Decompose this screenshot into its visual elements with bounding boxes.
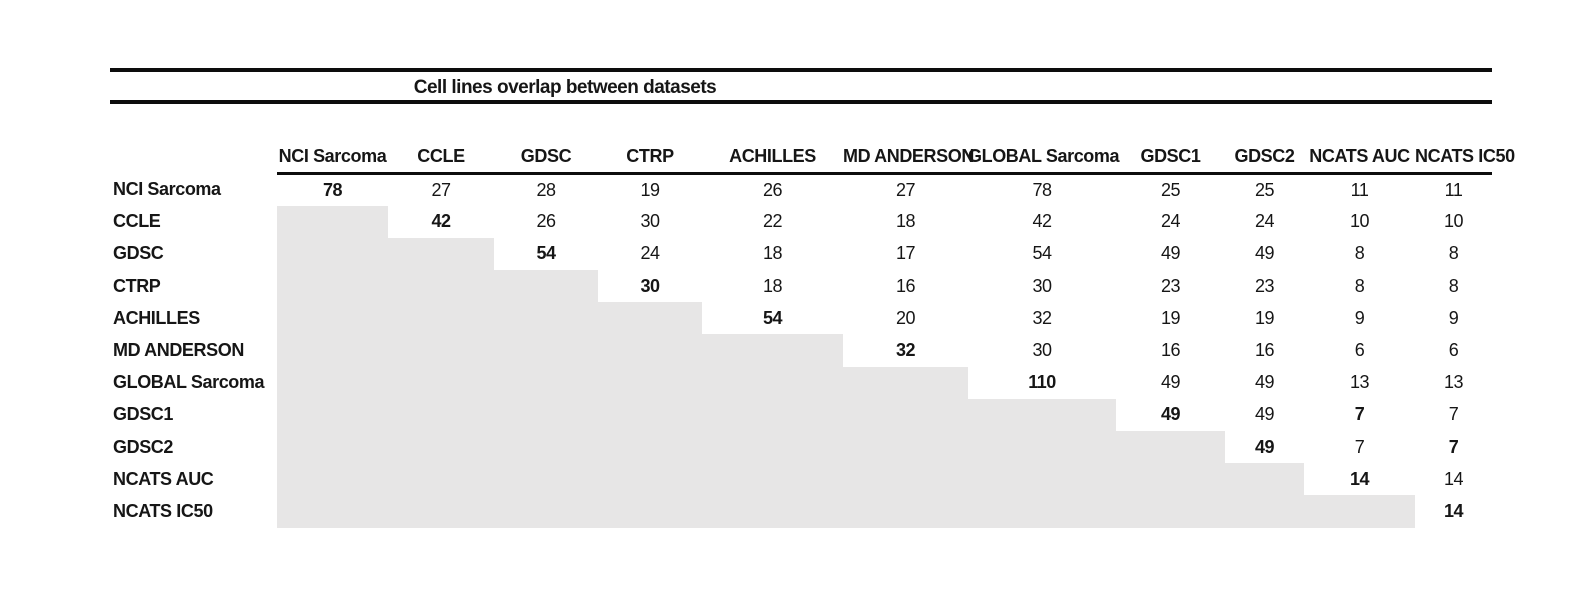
cell-global-sarcoma-gdsc1: 49 (1160, 372, 1181, 393)
shaded-cell-gdsc-nci-sarcoma (277, 238, 388, 270)
table-row-nci-sarcoma (110, 174, 1492, 206)
cell-md-anderson-ncats-ic50: 6 (1448, 340, 1459, 361)
shaded-cell-global-sarcoma-ctrp (598, 367, 702, 399)
cell-achilles-ncats-auc: 9 (1354, 307, 1365, 328)
cell-ccle-md-anderson: 18 (895, 211, 916, 232)
cell-ctrp-achilles: 18 (762, 275, 783, 296)
shaded-cell-ctrp-nci-sarcoma (277, 270, 388, 302)
row-label-ncats-auc: NCATS AUC (113, 468, 214, 489)
shaded-cell-gdsc1-gdsc (494, 399, 598, 431)
cell-ccle-achilles: 22 (762, 211, 783, 232)
shaded-cell-gdsc1-achilles (702, 399, 843, 431)
table-row-gdsc1 (110, 399, 1492, 431)
shaded-cell-ctrp-gdsc (494, 270, 598, 302)
shaded-cell-ncats-auc-ctrp (598, 463, 702, 495)
cell-achilles-gdsc2: 19 (1254, 307, 1275, 328)
cell-ncats-auc-ncats-ic50: 14 (1443, 468, 1464, 489)
shaded-cell-md-anderson-ctrp (598, 334, 702, 366)
table-body (110, 174, 1492, 528)
col-header-gdsc1: GDSC1 (1116, 140, 1225, 174)
shaded-cell-gdsc2-achilles (702, 431, 843, 463)
table-row-achilles (110, 302, 1492, 334)
cell-ccle-gdsc: 26 (536, 211, 556, 232)
cell-nci-sarcoma-ccle: 27 (431, 179, 451, 200)
shaded-cell-md-anderson-achilles (702, 334, 843, 366)
cell-ctrp-gdsc2: 23 (1254, 275, 1275, 296)
table-row-global-sarcoma (110, 367, 1492, 399)
shaded-cell-ncats-ic50-ncats-auc (1304, 495, 1415, 527)
row-label-ccle: CCLE (113, 211, 161, 232)
table-row-ctrp (110, 270, 1492, 302)
cell-gdsc1-gdsc1: 49 (1160, 404, 1181, 425)
shaded-cell-achilles-nci-sarcoma (277, 302, 388, 334)
table-row-ncats-auc (110, 463, 1492, 495)
cell-nci-sarcoma-gdsc2: 25 (1254, 179, 1275, 200)
cell-ccle-global-sarcoma: 42 (1032, 211, 1052, 232)
shaded-cell-gdsc1-nci-sarcoma (277, 399, 388, 431)
cell-gdsc1-ncats-ic50: 7 (1448, 404, 1459, 425)
shaded-cell-ncats-auc-gdsc2 (1225, 463, 1304, 495)
cell-nci-sarcoma-md-anderson: 27 (895, 179, 916, 200)
shaded-cell-ncats-auc-gdsc (494, 463, 598, 495)
column-header-row (110, 140, 1492, 174)
shaded-cell-md-anderson-ccle (388, 334, 494, 366)
cell-achilles-md-anderson: 20 (895, 307, 916, 328)
shaded-cell-ncats-auc-ccle (388, 463, 494, 495)
top-rule (110, 68, 1492, 72)
shaded-cell-gdsc2-md-anderson (843, 431, 968, 463)
row-label-gdsc2: GDSC2 (113, 436, 174, 457)
title-underline-rule (110, 100, 1492, 104)
cell-gdsc1-ncats-auc: 7 (1354, 404, 1365, 425)
shaded-cell-global-sarcoma-md-anderson (843, 367, 968, 399)
cell-achilles-achilles: 54 (762, 307, 783, 328)
shaded-cell-ncats-auc-gdsc1 (1116, 463, 1225, 495)
shaded-cell-ncats-ic50-ctrp (598, 495, 702, 527)
cell-achilles-gdsc1: 19 (1160, 307, 1181, 328)
cell-nci-sarcoma-ncats-ic50: 11 (1444, 179, 1463, 200)
shaded-cell-global-sarcoma-nci-sarcoma (277, 367, 388, 399)
cell-md-anderson-gdsc1: 16 (1160, 340, 1181, 361)
shaded-cell-gdsc2-ccle (388, 431, 494, 463)
shaded-cell-ncats-auc-global-sarcoma (968, 463, 1116, 495)
row-label-ctrp: CTRP (113, 275, 161, 296)
cell-ccle-ncats-auc: 10 (1349, 211, 1370, 232)
shaded-cell-gdsc1-ctrp (598, 399, 702, 431)
cell-gdsc-ncats-auc: 8 (1354, 243, 1365, 264)
cell-ccle-ctrp: 30 (640, 211, 660, 232)
cell-gdsc-gdsc: 54 (536, 243, 556, 264)
row-label-achilles: ACHILLES (113, 307, 200, 328)
shaded-cell-gdsc2-ctrp (598, 431, 702, 463)
shaded-cell-achilles-ccle (388, 302, 494, 334)
cell-gdsc-global-sarcoma: 54 (1032, 243, 1052, 264)
shaded-cell-ncats-ic50-achilles (702, 495, 843, 527)
cell-ccle-ccle: 42 (431, 211, 451, 232)
col-header-nci-sarcoma: NCI Sarcoma (277, 140, 388, 174)
shaded-cell-gdsc2-global-sarcoma (968, 431, 1116, 463)
cell-nci-sarcoma-nci-sarcoma: 78 (322, 179, 343, 200)
shaded-cell-md-anderson-nci-sarcoma (277, 334, 388, 366)
shaded-cell-gdsc2-gdsc1 (1116, 431, 1225, 463)
cell-ctrp-ctrp: 30 (640, 275, 660, 296)
col-header-ncats-ic50: NCATS IC50 (1415, 140, 1492, 174)
shaded-cell-gdsc2-gdsc (494, 431, 598, 463)
col-header-md-anderson: MD ANDERSON (843, 140, 968, 174)
cell-nci-sarcoma-gdsc: 28 (536, 179, 556, 200)
shaded-cell-ncats-ic50-ccle (388, 495, 494, 527)
col-header-global-sarcoma: GLOBAL Sarcoma (968, 140, 1116, 174)
cell-md-anderson-ncats-auc: 6 (1354, 340, 1365, 361)
overlap-table (110, 140, 1515, 528)
col-header-ccle: CCLE (388, 140, 494, 174)
row-label-gdsc: GDSC (113, 243, 164, 264)
cell-md-anderson-gdsc2: 16 (1254, 340, 1275, 361)
shaded-cell-ncats-auc-nci-sarcoma (277, 463, 388, 495)
shaded-cell-ncats-ic50-nci-sarcoma (277, 495, 388, 527)
shaded-cell-global-sarcoma-ccle (388, 367, 494, 399)
cell-gdsc-achilles: 18 (762, 243, 783, 264)
table-row-md-anderson (110, 334, 1492, 366)
corner-cell (110, 140, 277, 174)
cell-nci-sarcoma-global-sarcoma: 78 (1032, 179, 1052, 200)
col-header-achilles: ACHILLES (702, 140, 843, 174)
col-header-ctrp: CTRP (598, 140, 702, 174)
cell-md-anderson-md-anderson: 32 (895, 340, 916, 361)
cell-ncats-auc-ncats-auc: 14 (1349, 468, 1370, 489)
shaded-cell-ncats-ic50-global-sarcoma (968, 495, 1116, 527)
shaded-cell-achilles-gdsc (494, 302, 598, 334)
col-header-gdsc2: GDSC2 (1225, 140, 1304, 174)
shaded-cell-ncats-ic50-gdsc2 (1225, 495, 1304, 527)
cell-global-sarcoma-gdsc2: 49 (1254, 372, 1275, 393)
cell-gdsc2-ncats-auc: 7 (1354, 436, 1365, 457)
cell-nci-sarcoma-ctrp: 19 (640, 179, 660, 200)
cell-gdsc2-gdsc2: 49 (1254, 436, 1275, 457)
shaded-cell-gdsc1-ccle (388, 399, 494, 431)
shaded-cell-achilles-ctrp (598, 302, 702, 334)
row-label-md-anderson: MD ANDERSON (113, 340, 244, 361)
row-label-ncats-ic50: NCATS IC50 (113, 500, 213, 521)
cell-achilles-global-sarcoma: 32 (1032, 307, 1052, 328)
cell-ctrp-ncats-ic50: 8 (1448, 275, 1459, 296)
shaded-cell-ncats-auc-achilles (702, 463, 843, 495)
shaded-cell-ncats-auc-md-anderson (843, 463, 968, 495)
cell-nci-sarcoma-ncats-auc: 11 (1350, 179, 1369, 200)
cell-ccle-gdsc2: 24 (1254, 211, 1275, 232)
shaded-cell-ncats-ic50-gdsc (494, 495, 598, 527)
shaded-cell-ccle-nci-sarcoma (277, 206, 388, 238)
cell-nci-sarcoma-achilles: 26 (762, 179, 783, 200)
col-header-ncats-auc: NCATS AUC (1304, 140, 1415, 174)
table-row-ccle (110, 206, 1492, 238)
cell-gdsc-md-anderson: 17 (895, 243, 916, 264)
row-label-nci-sarcoma: NCI Sarcoma (113, 179, 221, 200)
row-label-gdsc1: GDSC1 (113, 404, 174, 425)
shaded-cell-global-sarcoma-gdsc (494, 367, 598, 399)
shaded-cell-gdsc-ccle (388, 238, 494, 270)
cell-gdsc1-gdsc2: 49 (1254, 404, 1275, 425)
cell-ctrp-global-sarcoma: 30 (1032, 275, 1052, 296)
shaded-cell-gdsc1-global-sarcoma (968, 399, 1116, 431)
shaded-cell-ctrp-ccle (388, 270, 494, 302)
cell-ctrp-ncats-auc: 8 (1354, 275, 1365, 296)
shaded-cell-md-anderson-gdsc (494, 334, 598, 366)
cell-global-sarcoma-ncats-ic50: 13 (1443, 372, 1464, 393)
cell-ccle-ncats-ic50: 10 (1443, 211, 1464, 232)
shaded-cell-ncats-ic50-gdsc1 (1116, 495, 1225, 527)
cell-ccle-gdsc1: 24 (1160, 211, 1181, 232)
row-label-global-sarcoma: GLOBAL Sarcoma (113, 372, 265, 393)
cell-gdsc2-ncats-ic50: 7 (1448, 436, 1459, 457)
cell-achilles-ncats-ic50: 9 (1448, 307, 1459, 328)
col-header-gdsc: GDSC (494, 140, 598, 174)
cell-nci-sarcoma-gdsc1: 25 (1160, 179, 1181, 200)
cell-gdsc-ctrp: 24 (640, 243, 660, 264)
table-row-gdsc2 (110, 431, 1492, 463)
cell-global-sarcoma-ncats-auc: 13 (1349, 372, 1370, 393)
cell-ctrp-md-anderson: 16 (895, 275, 916, 296)
cell-gdsc-gdsc1: 49 (1160, 243, 1181, 264)
cell-ncats-ic50-ncats-ic50: 14 (1443, 500, 1464, 521)
shaded-cell-ncats-ic50-md-anderson (843, 495, 968, 527)
shaded-cell-gdsc2-nci-sarcoma (277, 431, 388, 463)
shaded-cell-global-sarcoma-achilles (702, 367, 843, 399)
cell-gdsc-ncats-ic50: 8 (1448, 243, 1459, 264)
cell-global-sarcoma-global-sarcoma: 110 (1028, 372, 1056, 393)
table-header (110, 140, 1515, 174)
cell-md-anderson-global-sarcoma: 30 (1032, 340, 1052, 361)
table-row-gdsc (110, 238, 1492, 270)
figure-title: Cell lines overlap between datasets (413, 77, 717, 98)
table-row-ncats-ic50 (110, 495, 1492, 527)
cell-gdsc-gdsc2: 49 (1254, 243, 1275, 264)
shaded-cell-gdsc1-md-anderson (843, 399, 968, 431)
cell-ctrp-gdsc1: 23 (1160, 275, 1181, 296)
